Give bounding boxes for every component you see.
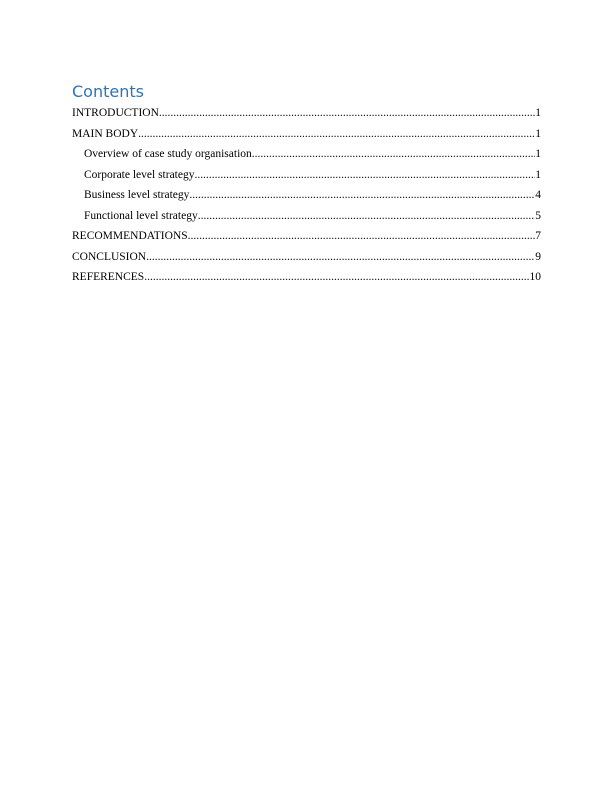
toc-leader-dots: [252, 144, 535, 165]
toc-leader-dots: [198, 206, 536, 227]
toc-entry-label: CONCLUSION: [72, 250, 147, 263]
toc-entry-conclusion[interactable]: [72, 247, 541, 268]
toc-entry-label: Functional level strategy: [84, 209, 198, 222]
toc-entry-functional-strategy[interactable]: [72, 206, 541, 227]
toc-page-number: 4: [535, 189, 541, 201]
toc-entry-label: INTRODUCTION: [72, 107, 159, 119]
toc-page-number: 1: [535, 168, 541, 181]
toc-entry-introduction[interactable]: [72, 103, 541, 124]
toc-leader-dots: [138, 124, 535, 145]
toc-entry-corporate-strategy[interactable]: [72, 165, 541, 186]
toc-entry-label: MAIN BODY: [72, 127, 139, 140]
toc-leader-dots: [195, 165, 536, 186]
toc-entry-main-body[interactable]: [72, 124, 541, 145]
toc-page-number: 7: [535, 230, 541, 242]
toc-entry-label: Business level strategy: [84, 189, 190, 201]
toc-page-number: 9: [535, 250, 541, 263]
toc-heading: Contents: [72, 82, 144, 101]
toc-leader-dots: [146, 247, 535, 268]
toc-entry-label: RECOMMENDATIONS: [72, 230, 188, 242]
toc-entry-label: Overview of case study organisation: [84, 148, 252, 160]
table-of-contents: [72, 82, 541, 288]
toc-leader-dots: [144, 267, 529, 288]
toc-entry-references[interactable]: [72, 267, 541, 288]
toc-leader-dots: [159, 103, 535, 124]
toc-entry-overview[interactable]: [72, 144, 541, 165]
toc-page-number: 10: [529, 271, 541, 283]
toc-entry-business-strategy[interactable]: [72, 185, 541, 206]
toc-leader-dots: [189, 185, 535, 206]
toc-entry-recommendations[interactable]: [72, 226, 541, 247]
toc-page-number: 1: [535, 148, 541, 160]
toc-page-number: 5: [535, 209, 541, 222]
toc-page-number: 1: [535, 127, 541, 140]
toc-page-number: 1: [535, 107, 541, 119]
toc-entry-label: Corporate level strategy: [84, 168, 195, 181]
toc-entry-label: REFERENCES: [72, 271, 145, 283]
toc-leader-dots: [188, 226, 536, 247]
